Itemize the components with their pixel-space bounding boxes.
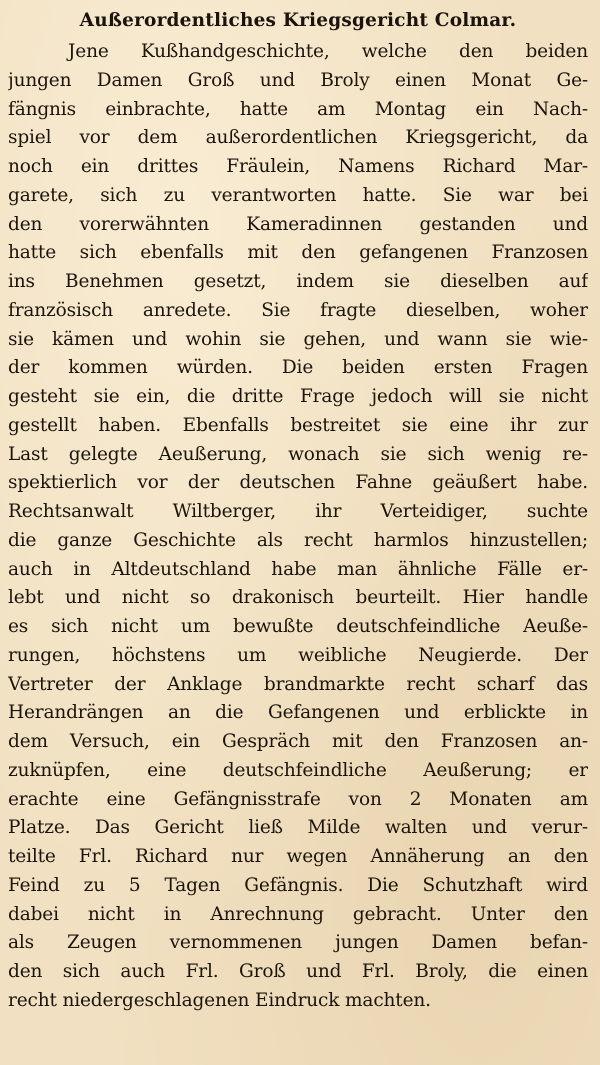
article-body	[8, 38, 588, 1016]
article-line: Herandrängen an die Gefangenen und erblickte in	[8, 702, 588, 724]
article-line: Last gelegte Aeußerung, wonach sie sich wenig re-	[8, 443, 588, 465]
article-line: teilte Frl. Richard nur wegen Annäherung an den	[8, 846, 588, 867]
article-line: sie kämen und wohin sie gehen, und wann sie wie-	[8, 328, 588, 350]
article-line: als Zeugen vernommenen jungen Damen befan-	[8, 932, 588, 954]
article-line: der kommen würden. Die beiden ersten Fragen	[8, 357, 588, 379]
article-headline: Außerordentliches Kriegsgericht Colmar.	[79, 10, 517, 31]
article-line: dem Versuch, ein Gespräch mit den Franzosen an-	[8, 731, 588, 752]
article-line: gesteht sie ein, die dritte Frage jedoch will sie nicht	[8, 386, 588, 407]
article-line: Feind zu 5 Tagen Gefängnis. Die Schutzhaft wird	[8, 874, 588, 896]
article-line: garete, sich zu verantworten hatte. Sie war bei	[8, 184, 588, 206]
article-line: den vorerwähnten Kameradinnen gestanden und	[8, 213, 588, 235]
article-line: jungen Damen Groß und Broly einen Monat Ge-	[8, 69, 588, 91]
article-line: rungen, höchstens um weibliche Neugierde. Der	[8, 644, 588, 666]
article-line: es sich nicht um bewußte deutschfeindliche Aeuße-	[8, 616, 588, 637]
article-line: dabei nicht in Anrechnung gebracht. Unter den	[8, 903, 588, 925]
article-line: Jene Kußhandgeschichte, welche den beiden	[68, 41, 588, 62]
article-line: Vertreter der Anklage brandmarkte recht scharf das	[8, 673, 588, 695]
article-line: recht niedergeschlagenen Eindruck machten.	[8, 989, 431, 1011]
article-line: den sich auch Frl. Groß und Frl. Broly, die einen	[8, 961, 588, 982]
article-line: hatte sich ebenfalls mit den gefangenen Franzosen	[8, 242, 588, 264]
article-line: die ganze Geschichte als recht harmlos hinzustellen;	[8, 529, 588, 551]
article-line: zuknüpfen, eine deutschfeindliche Aeußerung; er	[8, 759, 588, 781]
article-line: noch ein drittes Fräulein, Namens Richard Mar-	[8, 156, 588, 177]
article-line: fängnis einbrachte, hatte am Montag ein Nach-	[8, 98, 588, 120]
article-line: gestellt haben. Ebenfalls bestreitet sie eine ihr zur	[8, 414, 588, 436]
article-line: ins Benehmen gesetzt, indem sie dieselben auf	[8, 271, 588, 292]
article-line: Rechtsanwalt Wiltberger, ihr Verteidiger, suchte	[8, 501, 588, 522]
article-line: lebt und nicht so drakonisch beurteilt. Hier handle	[8, 587, 588, 609]
article-line: Platze. Das Gericht ließ Milde walten und verur-	[8, 817, 588, 839]
article-line: französisch anredete. Sie fragte dieselben, woher	[8, 299, 588, 321]
article-line: spektierlich vor der deutschen Fahne geäußert habe.	[8, 472, 588, 494]
article-line: spiel vor dem außerordentlichen Kriegsgericht, da	[8, 127, 588, 149]
article-line: auch in Altdeutschland habe man ähnliche Fälle er-	[8, 558, 588, 580]
article-line: erachte eine Gefängnisstrafe von 2 Monaten am	[8, 788, 588, 810]
